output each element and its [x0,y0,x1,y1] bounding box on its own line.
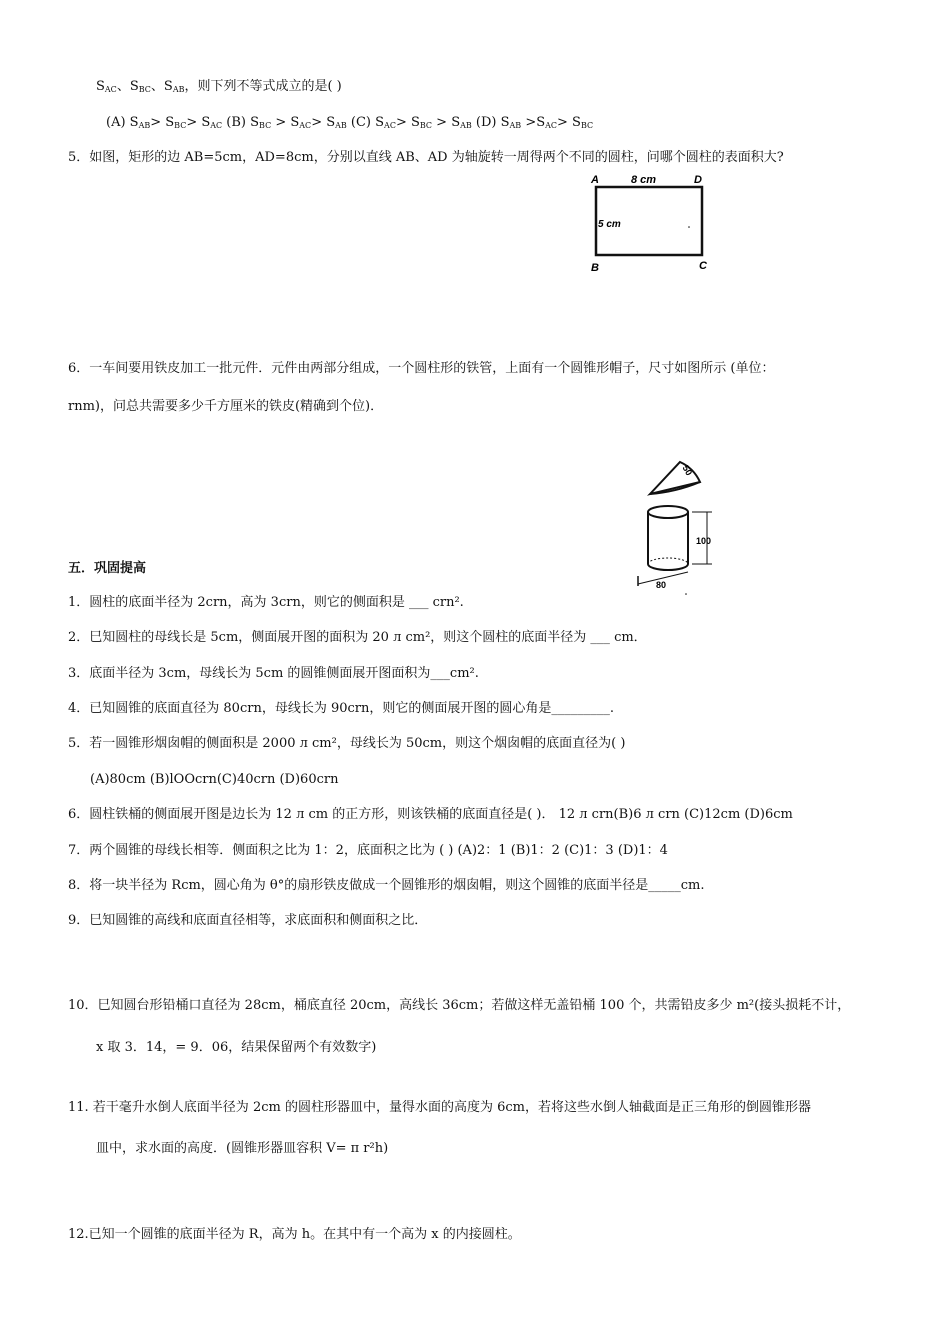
sub-ac: AC [104,85,117,94]
gt: > S [557,115,581,130]
s-symbol: S [96,79,105,94]
s-symbol: S [163,79,173,94]
problem-11-line-2: 皿中，求水面的高度．(圆锥形器皿容积 V= π r²h) [96,1141,389,1156]
problem-5-options: (A)80cm (B)lOOcrn(C)40crn (D)60crn [90,772,339,787]
label-100: 100 [696,536,712,546]
label-d: D [694,174,702,186]
question-5: 5．如图，矩形的边 AB=5cm，AD=8cm，分别以直线 AB、AD 为轴旋转一周得两个不同的圆柱，问哪个圆柱的表面积大? [68,150,784,165]
problem-3: 3．底面半径为 3cm，母线长为 5cm 的圆锥侧面展开图面积为___cm². [68,666,479,681]
problem-5: 5．若一圆锥形烟囱帽的侧面积是 2000 л cm²，母线长为 50cm，则这个烟囱帽的底面直径为( ) [68,736,626,751]
option-a-s: (A) S [106,115,139,130]
sub-ab: AB [335,121,347,130]
cylinder-bottom [648,564,688,570]
sub-ab: AB [460,121,472,130]
sub-ac: AC [384,121,396,130]
sub-ab: AB [509,121,522,130]
problem-2: 2．巳知圆柱的母线长是 5cm，侧面展开图的面积为 20 л cm²，则这个圆柱的底面半径为 ___ cm． [68,630,647,645]
problem-4: 4．已知圆锥的底面直径为 80crn，母线长为 90crn，则它的侧面展开图的圆心角是_________. [68,701,614,716]
option-b-s: (B) S [222,115,260,130]
gt: > S [432,115,461,130]
sub-bc: BC [174,121,187,130]
sub-ac: AC [299,121,312,130]
gt: > S [186,115,211,130]
gt: >S [521,115,546,130]
question-4-stem-text: ，则下列不等式成立的是( ) [184,79,342,94]
gt: > S [311,115,336,130]
gt: > S [395,115,420,130]
sub-bc: BC [138,85,151,94]
gt: > S [271,115,300,130]
option-d-s: (D) S [471,115,510,130]
cylinder-top [648,506,688,518]
problem-12: 12.已知一个圆锥的底面半径为 R，高为 h。在其中有一个高为 x 的内接圆柱。 [68,1227,521,1242]
sub-ac: AC [545,121,558,130]
label-50: 50 [680,463,695,478]
label-a: A [591,174,599,186]
cylinder-cone-figure [628,452,728,600]
rectangle-figure [583,170,718,275]
sub-bc: BC [259,121,272,130]
sub-bc: BC [419,121,433,130]
label-c: C [699,260,707,272]
gt: > S [150,115,175,130]
dot-mark [688,226,690,228]
question-6-line-1: 6．一车间要用铁皮加工一批元件．元件由两部分组成，一个圆柱形的铁管，上面有一个圆锥形帽子，尺寸如图所示 (单位： [68,361,775,376]
cylinder-bottom-hidden [648,558,688,564]
problem-7: 7．两个圆锥的母线长相等．侧面积之比为 1：2，底面积之比为 ( ) (A)2：1 (B)1：2 (C)1：3 (D)1：4 [68,843,668,858]
question-4-stem-tail: $S_{AC}$、$S_{BC}$、$S_{AB}$，则下列不等式成立的是( ) [96,79,342,94]
option-c-s: (C) S [346,115,385,130]
question-6-line-2: rnm)，问总共需要多少千方厘米的铁皮(精确到个位)． [68,399,384,414]
question-4-options [106,114,593,135]
problem-10-line-2: x 取 3．14，= 9．06，结果保留两个有效数字) [96,1040,377,1055]
sub-ab: AB [172,85,185,94]
sub-bc: BC [580,121,594,130]
label-5cm: 5 cm [598,219,621,230]
sub-ab: AB [138,121,151,130]
problem-10-line-1: 10．巳知圆台形铅桶口直径为 28cm，桶底直径 20cm，高线长 36cm；若做这样无盖铅桶 100 个，共需铅皮多少 m²(接头损耗不计， [68,998,851,1013]
label-8cm: 8 cm [631,174,657,186]
problem-6: 6．圆柱铁桶的侧面展开图是边长为 12 л cm 的正方形，则该铁桶的底面直径是( )． 12 л crn(B)6 л crn (C)12cm (D)6cm [68,807,793,822]
problem-11-line-1: 11. 若干毫升水倒人底面半径为 2cm 的圆柱形器皿中，量得水面的高度为 6cm，若将这些水倒人轴截面是正三角形的倒圆锥形器 [68,1100,811,1115]
label-b: B [591,262,599,274]
problem-8: 8．将一块半径为 Rcm，圆心角为 θ°的扇形铁皮做成一个圆锥形的烟囱帽，则这个圆锥的底面半径是_____cm. [68,878,705,893]
dot-mark [685,593,687,595]
s-symbol: S [129,79,139,94]
sub-ac: AC [210,121,223,130]
label-80: 80 [656,580,667,590]
problem-1: 1．圆柱的底面半径为 2crn，高为 3crn，则它的侧面积是 ___ crn². [68,595,464,610]
section-title: 五．巩固提高 [68,561,147,576]
problem-9: 9．巳知圆锥的高线和底面直径相等，求底面积和侧面积之比． [68,913,428,928]
